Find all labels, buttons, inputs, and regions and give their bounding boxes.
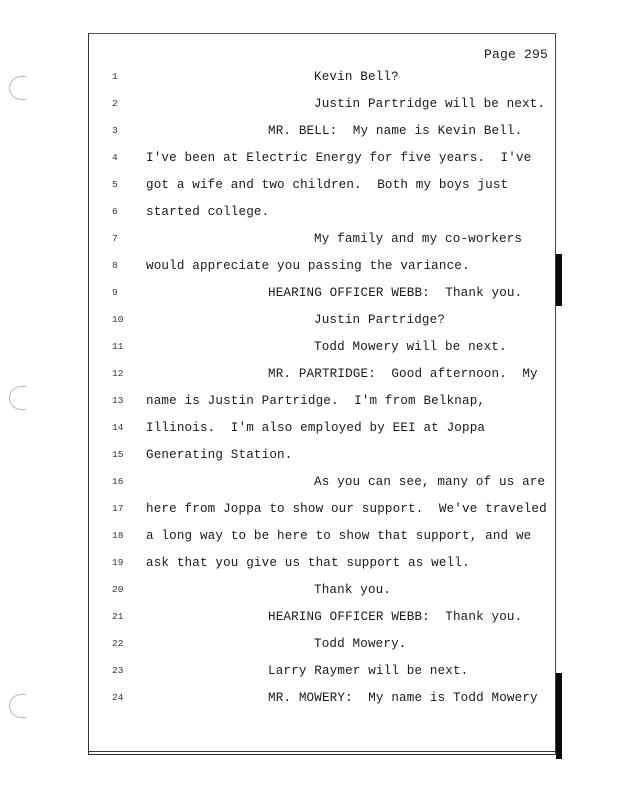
line-number: 14 xyxy=(112,422,124,433)
line-number: 22 xyxy=(112,638,124,649)
transcript-line: MR. BELL: My name is Kevin Bell. xyxy=(268,124,523,138)
transcript-line: Justin Partridge will be next. xyxy=(314,97,546,111)
transcript-line: ask that you give us that support as well. xyxy=(146,556,470,570)
transcript-line: started college. xyxy=(146,205,270,219)
transcript-line: Todd Mowery. xyxy=(314,637,407,651)
line-number: 18 xyxy=(112,530,124,541)
transcript-line: I've been at Electric Energy for five years. I've xyxy=(146,151,532,165)
line-number: 13 xyxy=(112,395,124,406)
line-number: 11 xyxy=(112,341,124,352)
right-edge-mark-lower xyxy=(556,673,562,759)
line-number: 5 xyxy=(112,179,118,190)
transcript-line: Larry Raymer will be next. xyxy=(268,664,469,678)
bottom-double-rule xyxy=(88,751,556,755)
binder-hole-middle xyxy=(9,386,26,410)
line-number: 15 xyxy=(112,449,124,460)
transcript-line: here from Joppa to show our support. We've traveled xyxy=(146,502,547,516)
transcript-line: HEARING OFFICER WEBB: Thank you. xyxy=(268,610,523,624)
transcript-line: HEARING OFFICER WEBB: Thank you. xyxy=(268,286,523,300)
line-number: 21 xyxy=(112,611,124,622)
transcript-line: Todd Mowery will be next. xyxy=(314,340,507,354)
line-number: 4 xyxy=(112,152,118,163)
transcript-line: a long way to be here to show that support, and we xyxy=(146,529,532,543)
binder-hole-top xyxy=(9,76,26,100)
line-number: 19 xyxy=(112,557,124,568)
transcript-line: name is Justin Partridge. I'm from Belknap, xyxy=(146,394,486,408)
transcript-line: Kevin Bell? xyxy=(314,70,399,84)
transcript-line: Illinois. I'm also employed by EEI at Joppa xyxy=(146,421,486,435)
line-number: 9 xyxy=(112,287,118,298)
transcript-line: would appreciate you passing the variance. xyxy=(146,259,470,273)
line-number: 6 xyxy=(112,206,118,217)
line-number: 17 xyxy=(112,503,124,514)
line-number: 12 xyxy=(112,368,124,379)
line-number: 3 xyxy=(112,125,118,136)
line-number: 1 xyxy=(112,71,118,82)
line-number: 23 xyxy=(112,665,124,676)
page-number: Page 295 xyxy=(484,47,549,62)
binder-hole-bottom xyxy=(9,694,26,718)
line-number: 20 xyxy=(112,584,124,595)
line-number: 16 xyxy=(112,476,124,487)
right-edge-mark-upper xyxy=(556,254,562,306)
line-number: 24 xyxy=(112,692,124,703)
line-number: 10 xyxy=(112,314,124,325)
transcript-line: Generating Station. xyxy=(146,448,293,462)
transcript-line: MR. PARTRIDGE: Good afternoon. My xyxy=(268,367,538,381)
line-number: 2 xyxy=(112,98,118,109)
line-number: 8 xyxy=(112,260,118,271)
transcript-line: As you can see, many of us are xyxy=(314,475,546,489)
transcript-line: Justin Partridge? xyxy=(314,313,446,327)
transcript-line: got a wife and two children. Both my boys just xyxy=(146,178,509,192)
transcript-line: MR. MOWERY: My name is Todd Mowery xyxy=(268,691,538,705)
transcript-line: Thank you. xyxy=(314,583,392,597)
line-number: 7 xyxy=(112,233,118,244)
transcript-line: My family and my co-workers xyxy=(314,232,523,246)
